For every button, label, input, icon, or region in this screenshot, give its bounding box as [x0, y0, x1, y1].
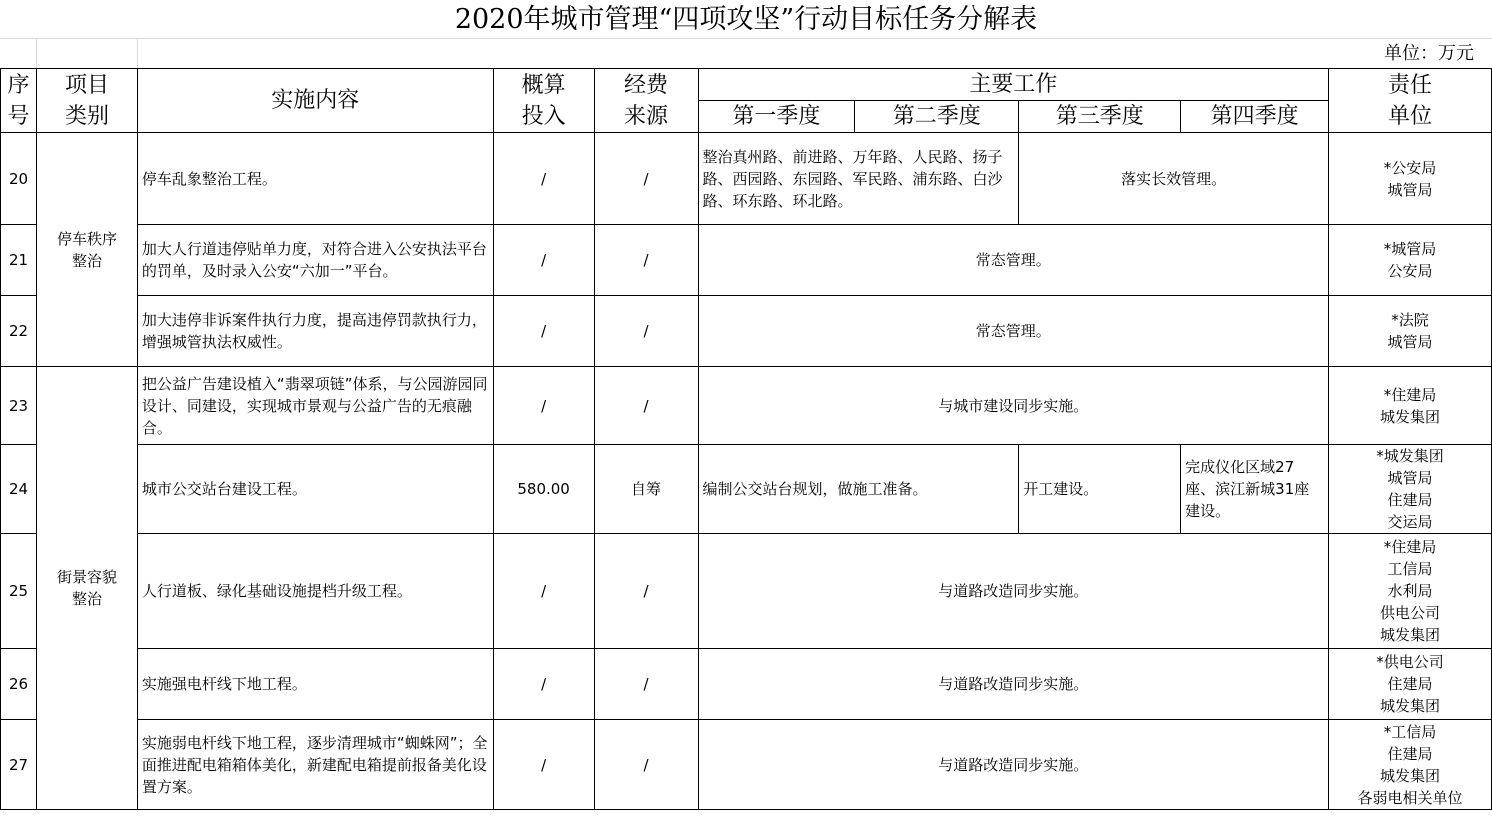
- budget-cell: /: [493, 534, 594, 649]
- table-row: [1, 225, 1492, 296]
- responsible-cell: *城发集团 城管局 住建局 交运局: [1329, 445, 1492, 534]
- header-content: 实施内容: [137, 69, 493, 133]
- content-cell: 实施强电杆线下地工程。: [137, 649, 493, 720]
- work-cell: 常态管理。: [698, 225, 1329, 296]
- work-cell: 与道路改造同步实施。: [698, 720, 1329, 810]
- content-cell: 人行道板、绿化基础设施提档升级工程。: [137, 534, 493, 649]
- unit-label: 单位：万元: [1384, 43, 1474, 64]
- responsible-cell: *工信局 住建局 城发集团 各弱电相关单位: [1329, 720, 1492, 810]
- q4-cell: 完成仪化区域27座、滨江新城31座建设。: [1181, 445, 1329, 534]
- table-row: [1, 649, 1492, 720]
- header-q2: 第二季度: [855, 101, 1019, 133]
- content-cell: 停车乱象整治工程。: [137, 133, 493, 225]
- content-cell: 加大人行道违停贴单力度，对符合进入公安执法平台的罚单，及时录入公安“六加一”平台。: [137, 225, 493, 296]
- table-row: [1, 534, 1492, 649]
- row-seq: 26: [1, 649, 37, 720]
- work-cell: 与道路改造同步实施。: [698, 649, 1329, 720]
- header-category: 项目 类别: [36, 69, 137, 133]
- header-q4: 第四季度: [1181, 101, 1329, 133]
- row-seq: 20: [1, 133, 37, 225]
- budget-cell: 580.00: [493, 445, 594, 534]
- row-seq: 23: [1, 367, 37, 445]
- header-q3: 第三季度: [1019, 101, 1181, 133]
- responsible-cell: *城管局 公安局: [1329, 225, 1492, 296]
- header-seq: 序 号: [1, 69, 37, 133]
- source-cell: /: [594, 133, 698, 225]
- q12-cell: 编制公交站台规划，做施工准备。: [698, 445, 1019, 534]
- row-seq: 21: [1, 225, 37, 296]
- q3-cell: 开工建设。: [1019, 445, 1181, 534]
- sheet-title: 2020年城市管理“四项攻坚”行动目标任务分解表: [454, 4, 1038, 35]
- work-cell: 与城市建设同步实施。: [698, 367, 1329, 445]
- row-seq: 22: [1, 296, 37, 367]
- source-cell: /: [594, 649, 698, 720]
- responsible-cell: *住建局 城发集团: [1329, 367, 1492, 445]
- gridline: [0, 38, 1492, 39]
- source-cell: /: [594, 367, 698, 445]
- content-cell: 城市公交站台建设工程。: [137, 445, 493, 534]
- header-main-work: 主要工作: [698, 69, 1329, 101]
- source-cell: /: [594, 296, 698, 367]
- gridline: [36, 38, 37, 68]
- gridline: [137, 38, 138, 68]
- budget-cell: /: [493, 649, 594, 720]
- budget-cell: /: [493, 720, 594, 810]
- q1-cell: 整治真州路、前进路、万年路、人民路、扬子路、西园路、东园路、军民路、浦东路、白沙路、环东路、环北路。: [698, 133, 1019, 225]
- source-cell: /: [594, 720, 698, 810]
- header-q1: 第一季度: [698, 101, 855, 133]
- table-row: [1, 296, 1492, 367]
- budget-cell: /: [493, 133, 594, 225]
- source-cell: /: [594, 534, 698, 649]
- responsible-cell: *法院 城管局: [1329, 296, 1492, 367]
- budget-cell: /: [493, 296, 594, 367]
- row-seq: 24: [1, 445, 37, 534]
- q234-cell: 落实长效管理。: [1019, 133, 1329, 225]
- budget-cell: /: [493, 225, 594, 296]
- work-cell: 与道路改造同步实施。: [698, 534, 1329, 649]
- header-responsible: 责任 单位: [1329, 69, 1492, 133]
- category-cell: 街景容貌整治: [36, 367, 137, 810]
- source-cell: /: [594, 225, 698, 296]
- table-row: [1, 133, 1492, 225]
- content-cell: 把公益广告建设植入“翡翠项链”体系，与公园游园同设计、同建设，实现城市景观与公益广告的无痕融合。: [137, 367, 493, 445]
- category-cell: 停车秩序整治: [36, 133, 137, 367]
- row-seq: 27: [1, 720, 37, 810]
- table-row: [1, 367, 1492, 445]
- table-row: [1, 445, 1492, 534]
- header-budget: 概算 投入: [493, 69, 594, 133]
- budget-cell: /: [493, 367, 594, 445]
- responsible-cell: *住建局 工信局 水利局 供电公司 城发集团: [1329, 534, 1492, 649]
- row-seq: 25: [1, 534, 37, 649]
- responsible-cell: *公安局 城管局: [1329, 133, 1492, 225]
- task-table: [0, 68, 1492, 810]
- source-cell: 自筹: [594, 445, 698, 534]
- content-cell: 加大违停非诉案件执行力度，提高违停罚款执行力，增强城管执法权威性。: [137, 296, 493, 367]
- table-row: [1, 720, 1492, 810]
- work-cell: 常态管理。: [698, 296, 1329, 367]
- content-cell: 实施弱电杆线下地工程，逐步清理城市“蜘蛛网”；全面推进配电箱箱体美化，新建配电箱提前报备美化设置方案。: [137, 720, 493, 810]
- responsible-cell: *供电公司 住建局 城发集团: [1329, 649, 1492, 720]
- header-source: 经费 来源: [594, 69, 698, 133]
